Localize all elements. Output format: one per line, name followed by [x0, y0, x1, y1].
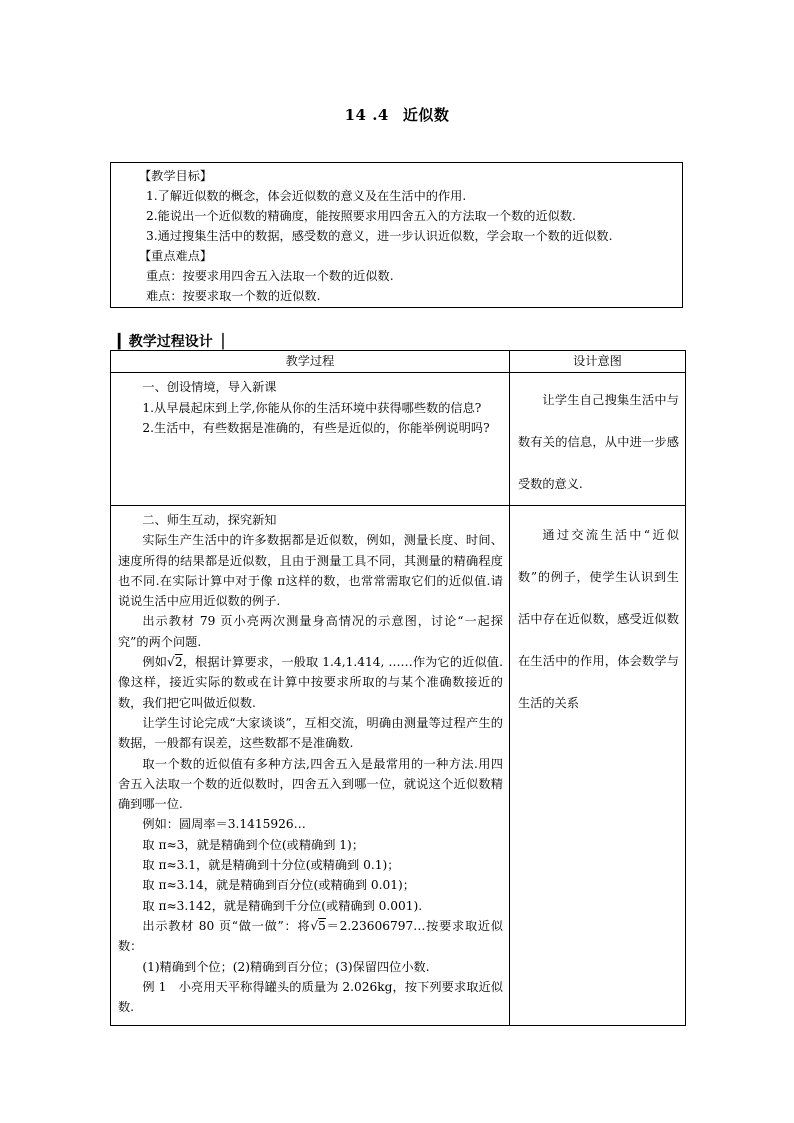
radicand: 2 [174, 655, 183, 670]
process-cell [111, 373, 510, 506]
objective-item: 3.通过搜集生活中的数据，感受数的意义，进一步认识近似数，学会取一个数的近似数. [146, 229, 613, 243]
difficult-point: 难点：按要求取一个数的近似数. [146, 289, 321, 303]
process-text-part: 例如 [142, 655, 168, 670]
process-text: 取 π≈3.142，就是精确到千分位(或精确到 0.001). [142, 898, 423, 913]
process-text: 例如：圆周率＝3.1415926… [142, 817, 306, 832]
section-number: 14 .4 [344, 106, 389, 124]
section-label: ▎教学过程设计▕ [118, 334, 224, 350]
table-row [111, 373, 686, 506]
process-text: 取一个数的近似值有多种方法,四舍五入是最常用的一种方法.用四舍五入法取一个数的近似数时，四舍五入到哪一位，就说这个近似数精确到哪一位. [118, 756, 503, 812]
step-heading: 二、师生互动，探究新知 [142, 513, 277, 527]
intent-text: 通过交流生活中“近似数”的例子，使学生认识到生活中存在近似数，感受近似数在生活中的作用，体会数学与生活的关系 [518, 528, 679, 710]
sqrt-two: √2 [167, 655, 183, 670]
intent-cell [510, 373, 686, 506]
process-text: (1)精确到个位；(2)精确到百分位；(3)保留四位小数. [142, 959, 430, 974]
objective-item: 2.能说出一个近似数的精确度，能按照要求用四舍五入的方法取一个数的近似数. [146, 209, 576, 223]
page-title [0, 104, 794, 125]
process-text [118, 916, 503, 957]
intent-cell [510, 506, 686, 1026]
header-intent: 设计意图 [510, 351, 686, 373]
objective-item: 1.了解近似数的概念，体会近似数的意义及在生活中的作用. [146, 189, 467, 203]
objectives-box [110, 162, 683, 308]
table-row [111, 506, 686, 1026]
objectives-heading: 【教学目标】 [139, 169, 213, 183]
process-text: 让学生讨论完成“大家谈谈”，互相交流，明确由测量等过程产生的数据，一般都有误差，这些数都不是准确数. [118, 715, 503, 751]
process-text: 出示教材 79 页小亮两次测量身高情况的示意图，讨论“一起探究”的两个问题. [118, 614, 503, 649]
key-points-heading: 【重点难点】 [139, 249, 213, 263]
process-text-part: 出示教材 80 页“做一做”：将 [142, 918, 311, 933]
table-header-row [111, 351, 686, 373]
process-text: 实际生产生活中的许多数据都是近似数，例如，测量长度、时间、速度所得的结果都是近似数，且由于测量工具不同，其测量的精确程度也不同.在实际计算中对于像 π这样的数，也常常需取它们的近似值.请说说生活中应用近似数的例子. [118, 533, 503, 609]
process-table [110, 350, 686, 1026]
header-process: 教学过程 [111, 351, 510, 373]
process-text-part: ＝2.23606797…按要求取近似数： [118, 918, 503, 954]
step-heading: 一、创设情境，导入新课 [142, 380, 277, 394]
process-text: 例 1 小亮用天平称得罐头的质量为 2.026kg，按下列要求取近似数. [118, 979, 503, 1015]
process-text [118, 652, 503, 713]
radicand: 5 [318, 918, 326, 933]
process-text: 取 π≈3.1，就是精确到十分位(或精确到 0.1)； [142, 858, 400, 873]
sqrt-five: √5 [310, 918, 326, 933]
process-text-part: ，根据计算要求，一般取 1.4,1.414, ……作为它的近似值.像这样，接近实际的数或在计算中按要求所取的与某个准确数接近的数，我们把它叫做近似数. [118, 655, 503, 710]
process-cell [111, 506, 510, 1026]
process-text: 2.生活中，有些数据是准确的，有些是近似的，你能举例说明吗? [142, 421, 490, 435]
key-point: 重点：按要求用四舍五入法取一个数的近似数. [146, 269, 394, 283]
intent-text: 让学生自己搜集生活中与数有关的信息，从中进一步感受数的意义. [518, 393, 679, 491]
process-text: 取 π≈3.14，就是精确到百分位(或精确到 0.01)； [142, 878, 415, 893]
process-text: 1.从早晨起床到上学,你能从你的生活环境中获得哪些数的信息? [142, 400, 482, 415]
process-text: 取 π≈3，就是精确到个位(或精确到 1)； [142, 837, 365, 852]
title-text: 近似数 [402, 106, 450, 124]
